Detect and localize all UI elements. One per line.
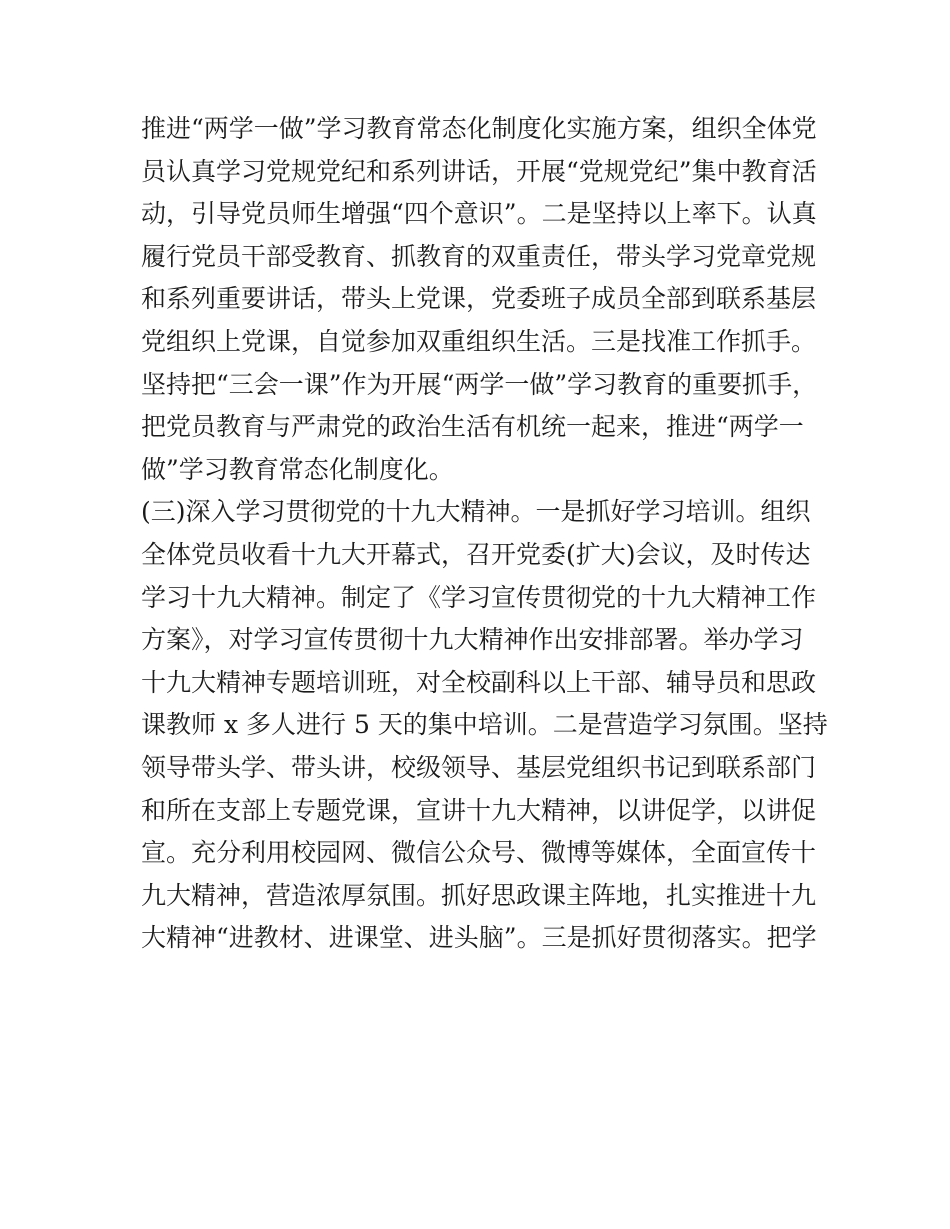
text-line: 全体党员收看十九大开幕式，召开党委(扩大)会议，及时传达 (141, 539, 811, 569)
text-line: 履行党员干部受教育、抓教育的双重责任，带头学习党章党规 (141, 241, 817, 271)
text-line: 宣。充分利用校园网、微信公众号、微博等媒体，全面宣传十 (141, 838, 817, 868)
text-line: 方案》，对学习宣传贯彻十九大精神作出安排部署。举办学习 (141, 625, 804, 655)
text-line: 做”学习教育常态化制度化。 (141, 454, 454, 484)
text-line: 推进“两学一做”学习教育常态化制度化实施方案，组织全体党 (141, 114, 817, 143)
text-line: 九大精神，营造浓厚氛围。抓好思政课主阵地，扎实推进十九 (141, 880, 817, 910)
text-line: 课教师 x 多人进行 5 天的集中培训。二是营造学习氛围。坚持 (141, 710, 828, 740)
text-line: 学习十九大精神。制定了《学习宣传贯彻党的十九大精神工作 (141, 582, 817, 612)
text-line: 坚持把“三会一课”作为开展“两学一做”学习教育的重要抓手， (141, 369, 818, 399)
text-line: (三)深入学习贯彻党的十九大精神。一是抓好学习培训。组织 (141, 497, 811, 527)
text-line: 把党员教育与严肃党的政治生活有机统一起来，推进“两学一 (141, 412, 804, 442)
text-line: 十九大精神专题培训班，对全校副科以上干部、辅导员和思政 (141, 667, 817, 697)
text-line: 员认真学习党规党纪和系列讲话，开展“党规党纪”集中教育活 (141, 156, 817, 186)
body-text (141, 108, 828, 960)
text-line: 和系列重要讲话，带头上党课，党委班子成员全部到联系基层 (141, 284, 817, 314)
text-line: 和所在支部上专题党课，宣讲十九大精神，以讲促学，以讲促 (141, 795, 817, 825)
text-line: 大精神“进教材、进课堂、进头脑”。三是抓好贯彻落实。把学 (141, 923, 817, 953)
text-line: 动，引导党员师生增强“四个意识”。二是坚持以上率下。认真 (141, 199, 817, 229)
text-line: 领导带头学、带头讲，校级领导、基层党组织书记到联系部门 (141, 752, 817, 782)
text-line: 党组织上党课，自觉参加双重组织生活。三是找准工作抓手。 (141, 326, 817, 356)
